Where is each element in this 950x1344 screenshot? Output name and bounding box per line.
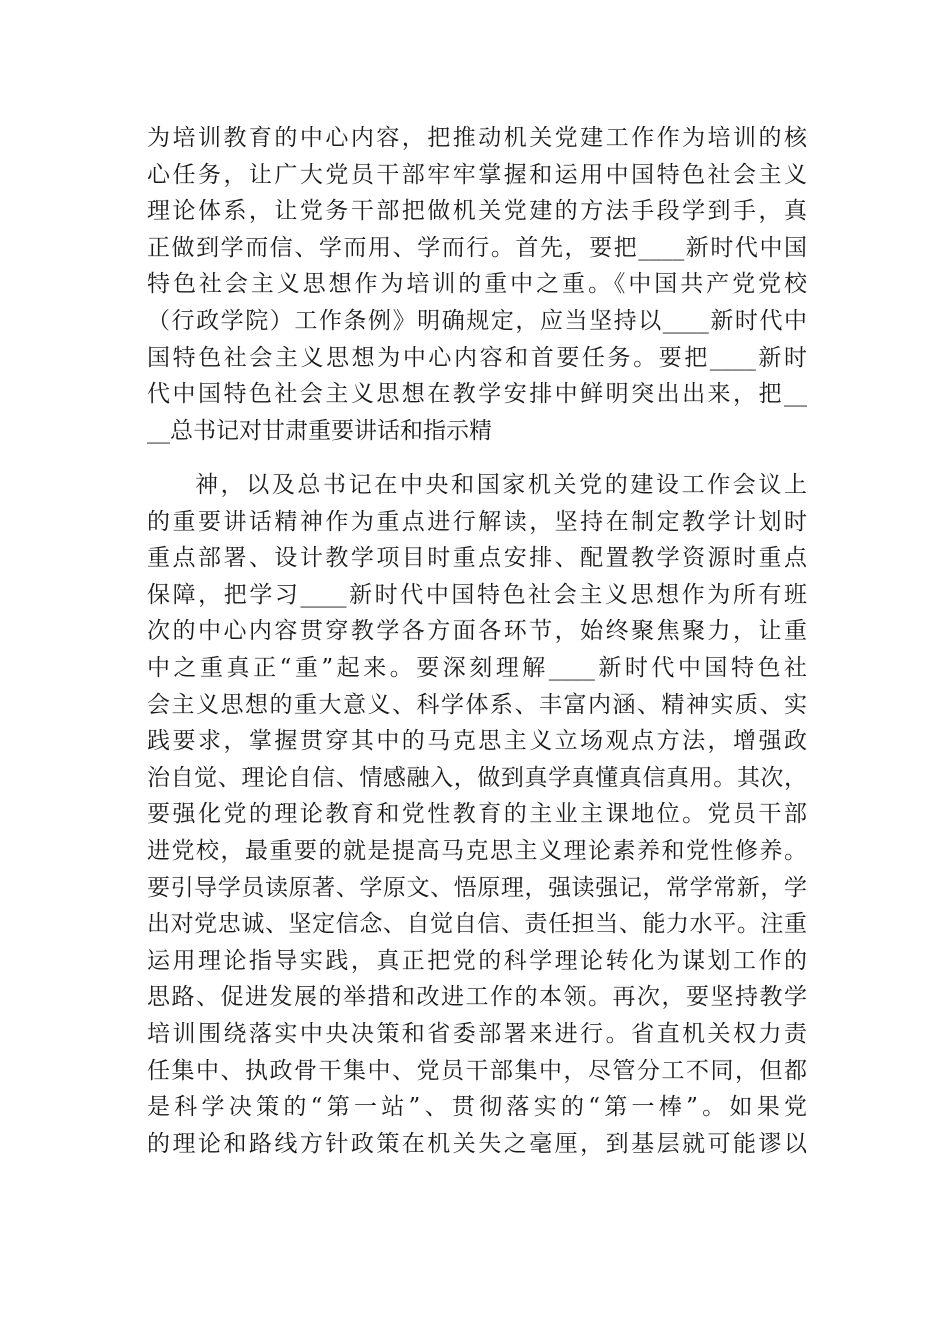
text-line: [147, 1235, 807, 1272]
text-line: 是科学决策的“第一站”、贯彻落实的“第一棒”。如果党: [147, 1094, 807, 1121]
text-line: 会主义思想的重大意义、科学体系、丰富内涵、精神实质、实: [147, 691, 807, 718]
paragraph-1: [147, 120, 807, 449]
text-line: __总书记对甘肃重要讲话和指示精: [147, 417, 492, 444]
text-line: 特色社会主义思想作为培训的重中之重。《中国共产党党校: [147, 271, 807, 298]
text-line: 国特色社会主义思想为中心内容和首要任务。要把____新时: [147, 344, 807, 371]
text-line: 践要求，掌握贯穿其中的马克思主义立场观点方法，增强政: [147, 728, 807, 755]
text-line: 重点部署、设计教学项目时重点安排、配置教学资源时重点: [147, 545, 807, 572]
text-line: 的理论和路线方针政策在机关失之毫厘，到基层就可能谬以: [147, 1130, 807, 1157]
text-line: 心任务，让广大党员干部牢牢掌握和运用中国特色社会主义: [147, 161, 807, 188]
text-line: 进党校，最重要的就是提高马克思主义理论素养和党性修养。: [147, 837, 807, 864]
text-line: 任集中、执政骨干集中、党员干部集中，尽管分工不同，但都: [147, 1057, 807, 1084]
text-line: 为培训教育的中心内容，把推动机关党建工作作为培训的核: [147, 125, 807, 151]
text-line: 中之重真正“重”起来。要深刻理解____新时代中国特色社: [147, 654, 807, 681]
text-line: 神，以及总书记在中央和国家机关党的建设工作会议上: [195, 472, 807, 498]
text-line: 思路、促进发展的举措和改进工作的本领。再次，要坚持教学: [147, 984, 807, 1011]
text-line: 次的中心内容贯穿教学各方面各环节，始终聚焦聚力，让重: [147, 618, 807, 645]
text-line: 要强化党的理论教育和党性教育的主业主课地位。党员干部: [147, 801, 807, 828]
text-line: 培训围绕落实中央决策和省委部署来进行。省直机关权力责: [147, 1020, 807, 1047]
text-line: 理论体系，让党务干部把做机关党建的方法手段学到手，真: [147, 198, 807, 225]
text-line: 运用理论指导实践，真正把党的科学理论转化为谋划工作的: [147, 947, 807, 974]
text-line: 代中国特色社会主义思想在教学安排中鲜明突出出来，把__: [147, 381, 807, 408]
text-line: 要引导学员读原著、学原文、悟原理，强读强记，常学常新，学: [147, 874, 807, 901]
text-line: 保障，把学习____新时代中国特色社会主义思想作为所有班: [147, 581, 807, 608]
text-line: （行政学院）工作条例》明确规定，应当坚持以____新时代中: [147, 307, 807, 334]
text-line: 治自觉、理论自信、情感融入，做到真学真懂真信真用。其次，: [147, 764, 807, 791]
text-line: 正做到学而信、学而用、学而行。首先，要把____新时代中国: [147, 234, 807, 261]
paragraph-2: [147, 467, 807, 1272]
text-line: 出对党忠诚、坚定信念、自觉自信、责任担当、能力水平。注重: [147, 911, 807, 938]
text-line: [147, 1199, 807, 1236]
text-line: [147, 1162, 807, 1199]
text-line: 的重要讲话精神作为重点进行解读，坚持在制定教学计划时: [147, 508, 807, 535]
